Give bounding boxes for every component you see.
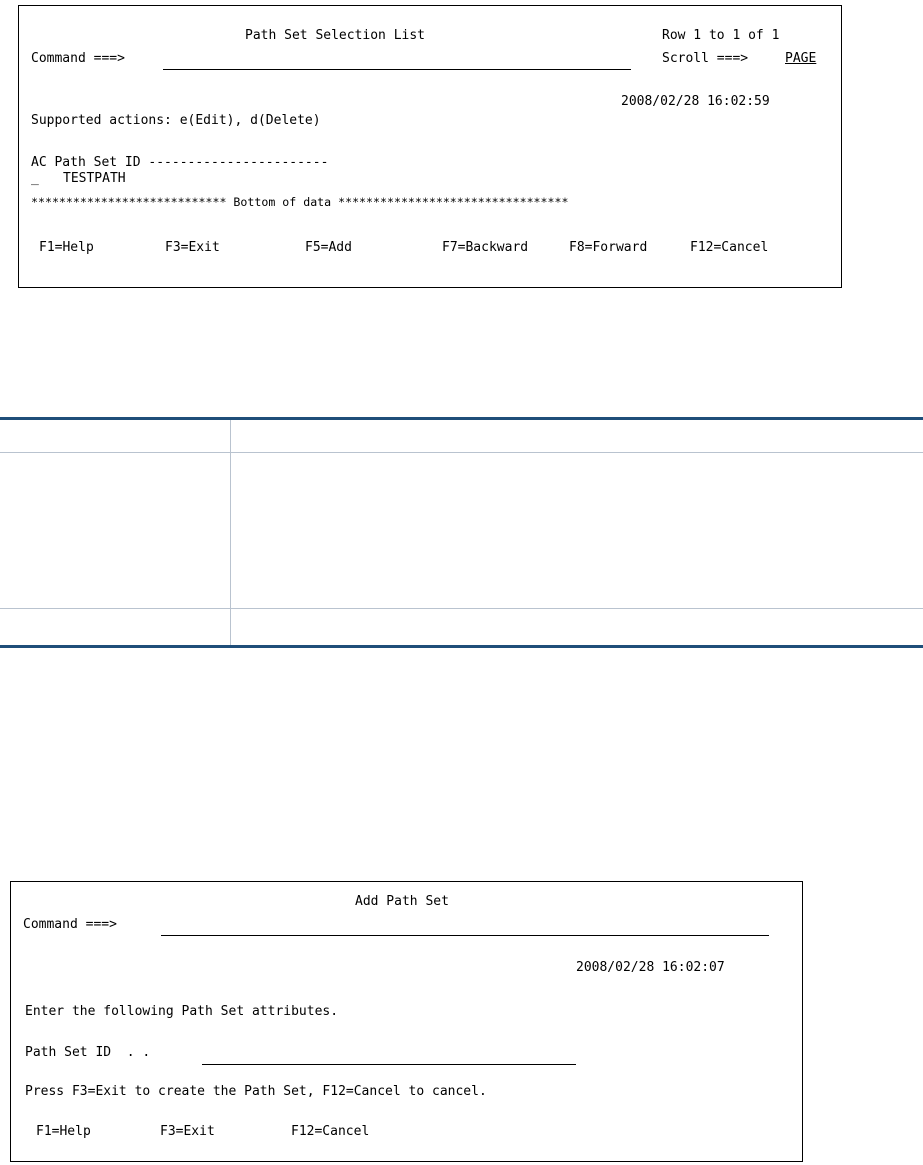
instruction-text: Enter the following Path Set attributes. [25, 1004, 339, 1019]
command-label: Command ===> [31, 51, 125, 66]
f3-exit-key[interactable]: F3=Exit [165, 240, 220, 255]
row-action-field[interactable]: _ [31, 171, 39, 186]
row-path-set-id[interactable]: TESTPATH [63, 171, 126, 186]
path-set-id-label: Path Set ID . . [25, 1045, 151, 1060]
add-path-set-screen [10, 881, 803, 1162]
f12-cancel-key[interactable]: F12=Cancel [690, 240, 769, 255]
f1-help-key[interactable]: F1=Help [36, 1124, 91, 1139]
path-set-selection-screen [18, 5, 842, 288]
scroll-label: Scroll ===> [662, 51, 749, 66]
screen-title: Path Set Selection List [245, 28, 426, 43]
timestamp: 2008/02/28 16:02:59 [621, 94, 770, 109]
table-bottom-border [0, 645, 923, 648]
row-info: Row 1 to 1 of 1 [662, 28, 780, 43]
command-label: Command ===> [23, 917, 117, 932]
bottom-of-data: **************************** Bottom of data ********************************* [31, 195, 569, 209]
path-set-id-underline [202, 1064, 576, 1065]
column-header: AC Path Set ID ----------------------- [31, 155, 329, 170]
scroll-input[interactable]: PAGE [785, 51, 817, 66]
screen-title: Add Path Set [355, 894, 449, 909]
command-input-underline [161, 935, 769, 936]
f7-backward-key[interactable]: F7=Backward [442, 240, 529, 255]
table-row-divider [0, 608, 923, 609]
command-input[interactable] [161, 917, 769, 933]
f5-add-key[interactable]: F5=Add [305, 240, 352, 255]
f8-forward-key[interactable]: F8=Forward [569, 240, 648, 255]
table-top-border [0, 417, 923, 420]
f12-cancel-key[interactable]: F12=Cancel [291, 1124, 370, 1139]
table-header-divider [0, 452, 923, 453]
f3-exit-key[interactable]: F3=Exit [160, 1124, 215, 1139]
f1-help-key[interactable]: F1=Help [39, 240, 94, 255]
path-set-id-input[interactable] [202, 1045, 576, 1061]
table-column-divider [230, 420, 231, 645]
supported-actions: Supported actions: e(Edit), d(Delete) [31, 113, 321, 128]
hint-text: Press F3=Exit to create the Path Set, F12=Cancel to cancel. [25, 1084, 487, 1099]
command-input[interactable] [163, 51, 631, 67]
command-input-underline [163, 69, 631, 70]
timestamp: 2008/02/28 16:02:07 [576, 960, 725, 975]
